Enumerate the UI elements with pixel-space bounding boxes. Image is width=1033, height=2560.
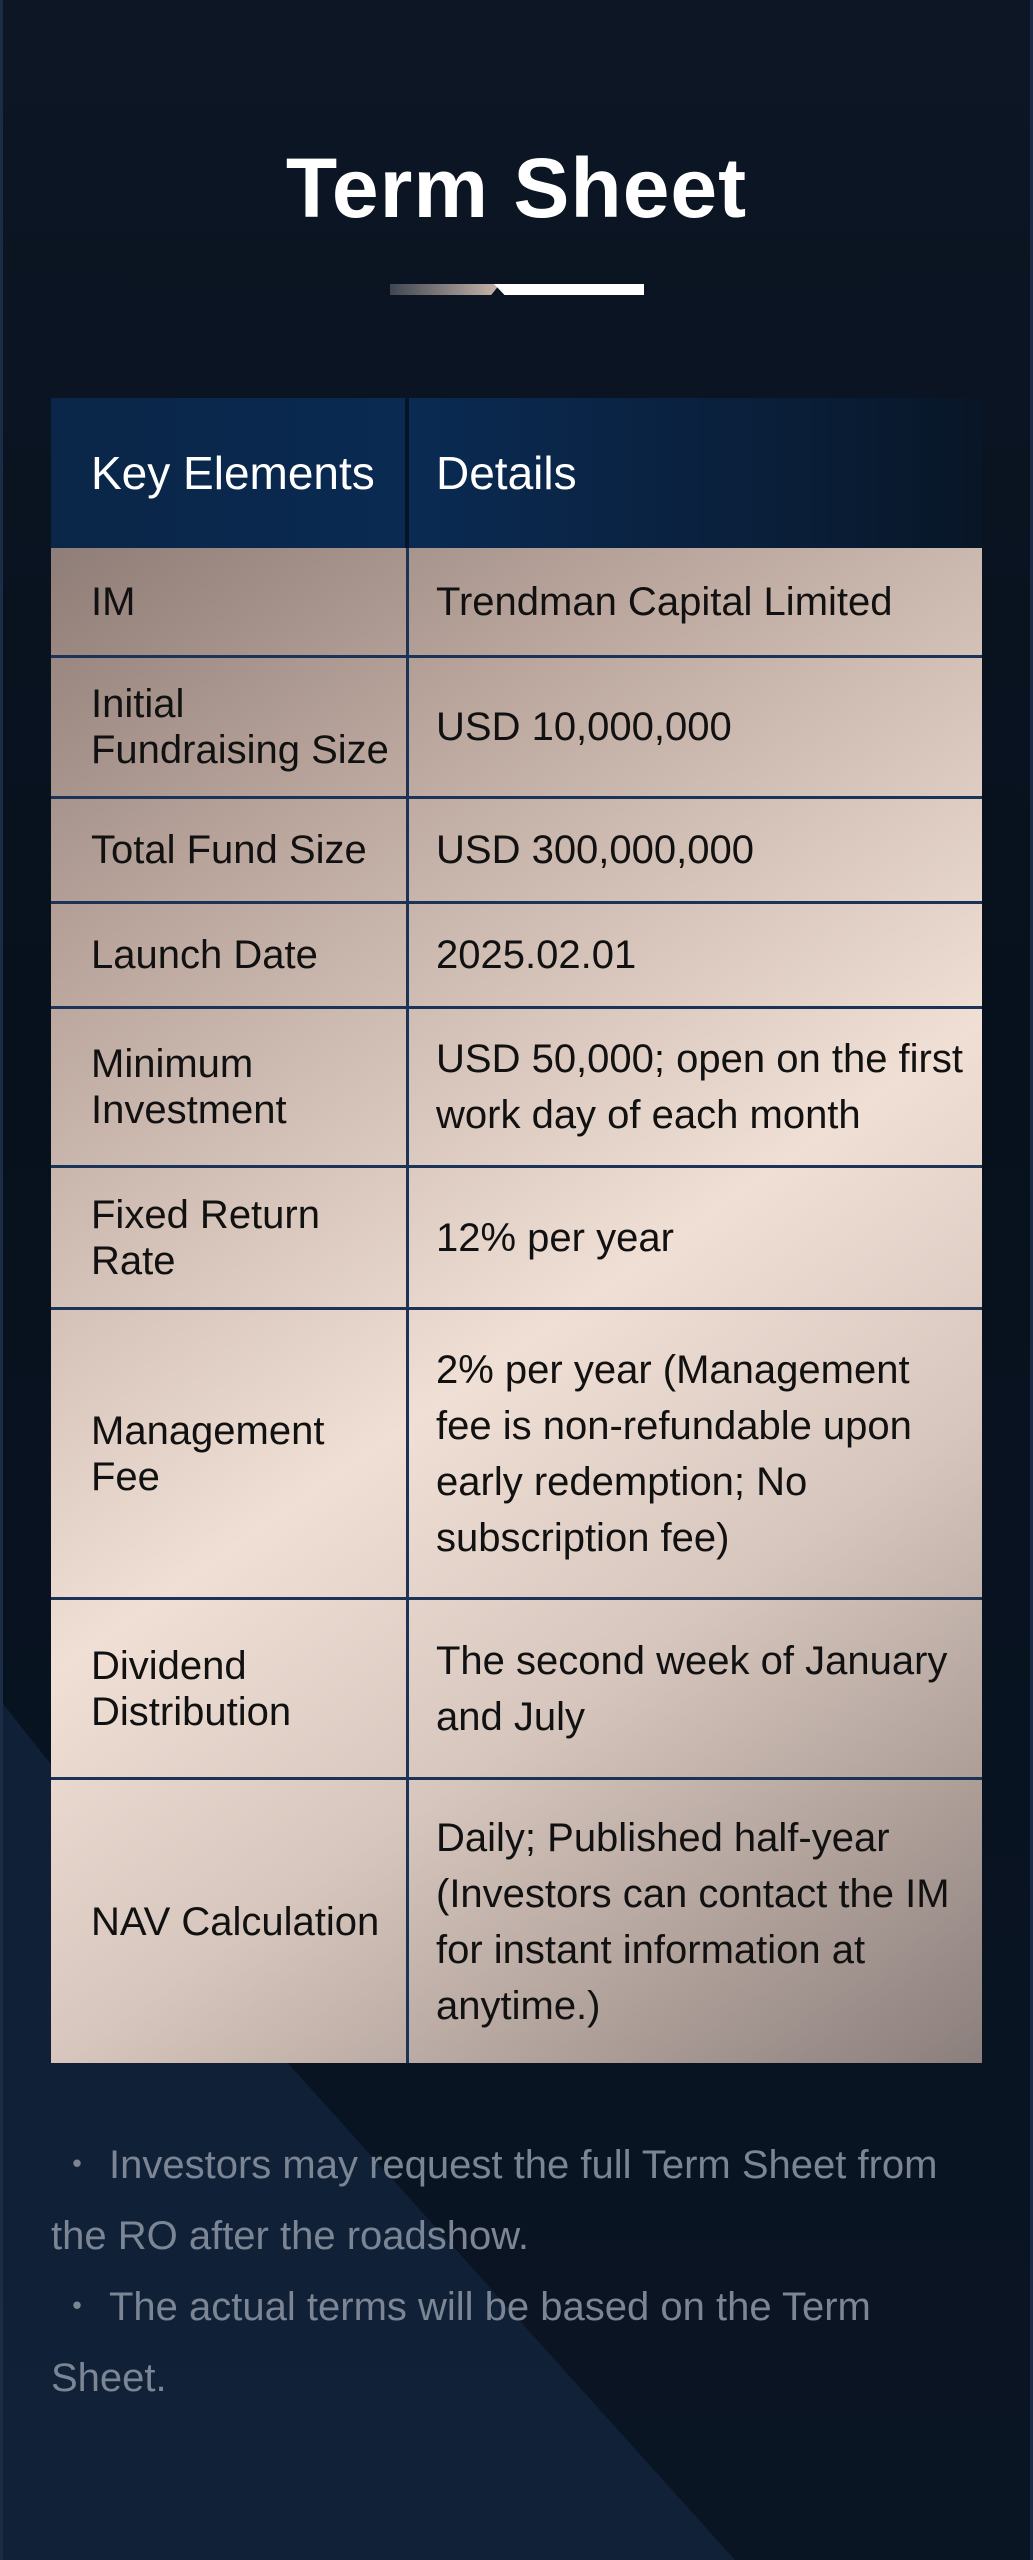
row-value: Trendman Capital Limited [436,579,893,624]
row-key: Total Fund Size [91,828,367,872]
row-key: IM [91,579,136,624]
left-edge [0,0,3,2560]
table-row [51,1780,982,2063]
footnote [51,2272,981,2414]
table-row [51,548,982,658]
row-value: 12% per year [436,1215,674,1260]
row-key: Fixed Return Rate [91,1192,320,1283]
title-underline [390,284,644,295]
footnote-text: The actual terms will be based on the Term Sheet. [51,2285,871,2400]
page-title: Term Sheet [285,141,748,235]
footnotes [51,2130,981,2414]
row-value: 2% per year (Management fee is non-refundable upon early redemption; No subscription fee) [436,1347,912,1560]
row-value: USD 10,000,000 [436,705,732,749]
row-key: Minimum Investment [91,1042,287,1132]
table-row [51,1009,982,1168]
bullet-icon: ・ [57,2285,97,2329]
row-key: Dividend Distribution [91,1643,292,1734]
row-value: USD 50,000; open on the first work day of each month [436,1037,963,1137]
column-divider [406,548,409,2063]
header-key-elements: Key Elements [91,447,375,499]
row-value: Daily; Published half-year (Investors can contact the IM for instant information at anytime.) [436,1815,950,2028]
table-row [51,658,982,799]
row-key: Initial Fundraising Size [91,682,389,772]
table-row [51,904,982,1009]
row-key: NAV Calculation [91,1899,380,1944]
row-key: Management Fee [91,1408,325,1499]
term-sheet-table [51,398,982,2063]
table-row [51,1168,982,1310]
row-value: USD 300,000,000 [436,828,755,872]
table-header [51,398,982,548]
row-value: The second week of January and July [436,1638,948,1739]
table-row [51,1600,982,1780]
footnote-text: Investors may request the full Term Sheet from the RO after the roadshow. [51,2143,938,2258]
footnote [51,2130,981,2272]
bullet-icon: ・ [57,2143,97,2187]
row-key: Launch Date [91,933,318,977]
header-details: Details [436,447,577,499]
row-value: 2025.02.01 [436,933,637,977]
table-row [51,799,982,904]
table-row [51,1310,982,1600]
